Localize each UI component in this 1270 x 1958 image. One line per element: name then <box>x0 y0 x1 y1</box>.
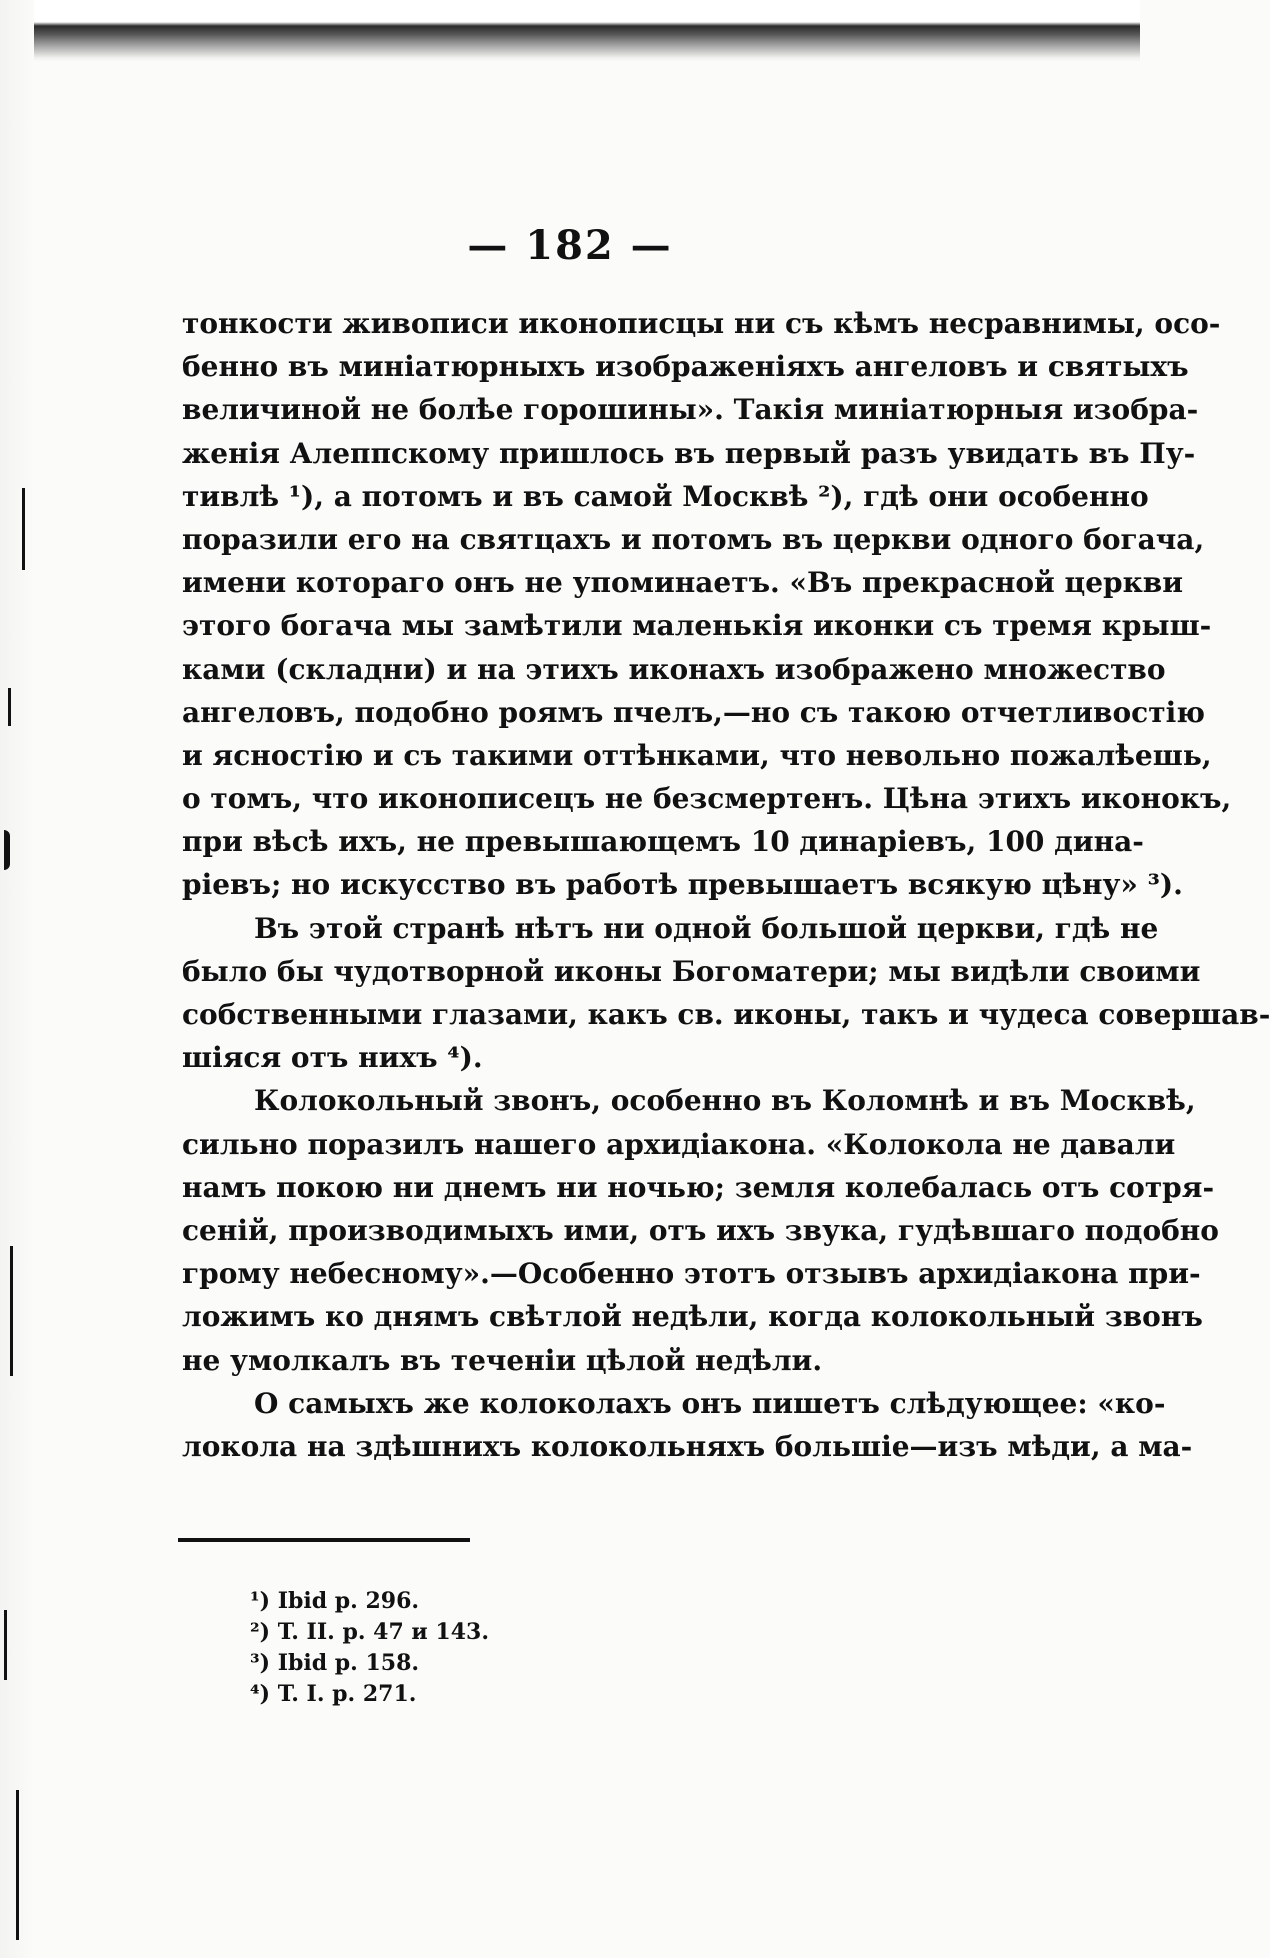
scan-top-edge <box>0 0 1140 62</box>
text-line: шіяся отъ нихъ ⁴). <box>182 1041 483 1075</box>
scan-mark <box>4 830 10 870</box>
text-line: грому небесному».—Особенно этотъ отзывъ архидіакона при- <box>182 1257 1201 1291</box>
page-number: — 182 — <box>467 222 673 269</box>
text-line: тонкости живописи иконописцы ни съ кѣмъ несравнимы, осо- <box>182 307 1221 340</box>
text-line: и ясностію и съ такими оттѣнками, что невольно пожалѣешь, <box>182 738 1212 772</box>
text-line: не умолкалъ въ теченіи цѣлой недѣли. <box>182 1343 823 1377</box>
text-line: этого богача мы замѣтили маленькія иконки съ тремя крыш- <box>182 609 1212 643</box>
body-text <box>182 302 1270 1468</box>
text-line: бенно въ миніатюрныхъ изображеніяхъ ангеловъ и святыхъ <box>182 350 1189 384</box>
text-line: при вѣсѣ ихъ, не превышающемъ 10 динаріевъ, 100 дина- <box>182 825 1144 859</box>
text-line: ложимъ ко днямъ свѣтлой недѣли, когда колокольный звонъ <box>182 1300 1203 1334</box>
text-line: тивлѣ ¹), а потомъ и въ самой Москвѣ ²), гдѣ они особенно <box>182 479 1149 513</box>
text-line: ками (складни) и на этихъ иконахъ изображено множество <box>182 652 1166 686</box>
text-line: женія Алеппскому пришлось въ первый разъ увидать въ Пу- <box>182 436 1196 470</box>
scan-mark <box>22 488 25 570</box>
text-line: намъ покою ни днемъ ни ночью; земля колебалась отъ сотря- <box>182 1170 1215 1204</box>
text-line: величиной не болѣе горошины». Такія миніатюрныя изобра- <box>182 393 1199 427</box>
text-line: поразили его на святцахъ и потомъ въ церкви одного богача, <box>182 522 1205 556</box>
footnote-rule <box>178 1538 470 1542</box>
text-line: имени котораго онъ не упоминаетъ. «Въ прекрасной церкви <box>182 566 1184 600</box>
footnote: ¹) Ibid p. 296. <box>250 1588 420 1614</box>
scan-mark <box>4 1610 7 1680</box>
text-line: Колокольный звонъ, особенно въ Коломнѣ и въ Москвѣ, <box>254 1084 1196 1118</box>
footnote: ⁴) T. I. p. 271. <box>250 1681 417 1707</box>
text-line: ангеловъ, подобно роямъ пчелъ,—но съ такою отчетливостію <box>182 695 1205 729</box>
scan-mark <box>8 688 11 726</box>
text-line: локола на здѣшнихъ колокольняхъ большіе—изъ мѣди, а ма- <box>182 1429 1193 1463</box>
scan-mark <box>16 1790 19 1940</box>
text-line: сильно поразилъ нашего архидіакона. «Колокола не давали <box>182 1127 1176 1161</box>
text-line: собственными глазами, какъ св. иконы, такъ и чудеса совершав- <box>182 998 1270 1031</box>
footnotes <box>250 1586 489 1710</box>
text-line: ріевъ; но искусство въ работѣ превышаетъ всякую цѣну» ³). <box>182 868 1183 902</box>
text-line: о томъ, что иконописецъ не безсмертенъ. Цѣна этихъ иконокъ, <box>182 782 1232 816</box>
footnote: ³) Ibid p. 158. <box>250 1650 420 1676</box>
footnote: ²) T. II. p. 47 и 143. <box>250 1619 489 1645</box>
text-line: сеній, производимыхъ ими, отъ ихъ звука, гудѣвшаго подобно <box>182 1213 1219 1247</box>
scan-mark <box>10 1246 13 1376</box>
text-line: Въ этой странѣ нѣтъ ни одной большой церкви, гдѣ не <box>254 911 1159 945</box>
text-line: было бы чудотворной иконы Богоматери; мы видѣли своими <box>182 954 1201 988</box>
text-line: О самыхъ же колоколахъ онъ пишетъ слѣдующее: «ко- <box>254 1386 1166 1420</box>
